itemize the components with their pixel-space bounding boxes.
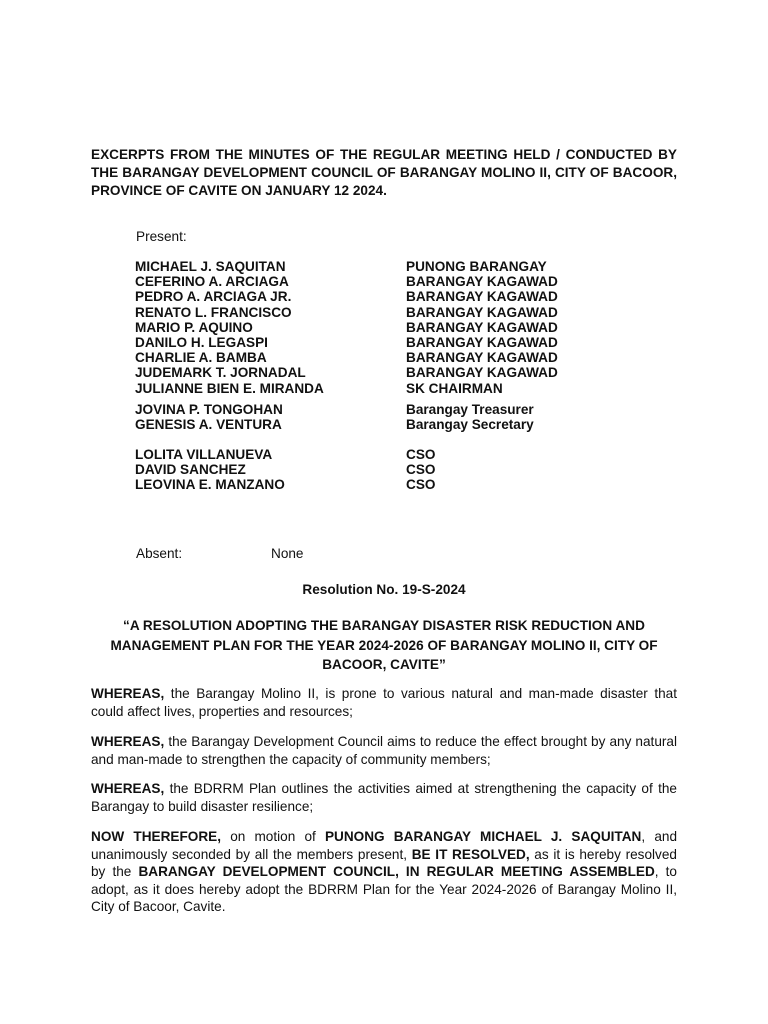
attendee-name: LEOVINA E. MANZANO — [135, 477, 285, 493]
attendee-role: CSO — [406, 447, 436, 463]
attendee-role: BARANGAY KAGAWAD — [406, 319, 558, 335]
attendee-name: CEFERINO A. ARCIAGA — [135, 274, 289, 290]
attendee-role: SK CHAIRMAN — [406, 380, 503, 396]
attendee-row — [135, 320, 635, 335]
now-therefore-lead: NOW THEREFORE, — [91, 829, 222, 844]
resolution-title: “A RESOLUTION ADOPTING THE BARANGAY DISASTER RISK REDUCTION AND MANAGEMENT PLAN FOR THE YEAR 2024-2026 OF BARANGAY MOLINO II, CITY OF BACOOR, CAVITE” — [110, 618, 658, 672]
paragraph-text: on motion of — [221, 829, 325, 844]
attendee-row — [135, 274, 635, 289]
attendee-name: JUDEMARK T. JORNADAL — [135, 365, 306, 381]
attendee-name: GENESIS A. VENTURA — [135, 416, 282, 432]
attendee-name: PEDRO A. ARCIAGA JR. — [135, 289, 292, 305]
attendee-role: BARANGAY KAGAWAD — [406, 334, 558, 350]
attendee-role: BARANGAY KAGAWAD — [406, 304, 558, 320]
attendee-row — [135, 417, 635, 432]
attendees-list — [135, 259, 635, 493]
paragraph-bold-text: BE IT RESOLVED, — [411, 846, 530, 862]
spacer — [135, 432, 635, 447]
attendee-row — [135, 289, 635, 304]
whereas-lead: WHEREAS, — [91, 781, 165, 796]
absent-line — [136, 546, 304, 561]
minutes-heading: EXCERPTS FROM THE MINUTES OF THE REGULAR MEETING HELD / CONDUCTED BY THE BARANGAY DEVELOPMENT COUNCIL OF BARANGAY MOLINO II, CITY OF BACOOR, PROVINCE OF CAVITE ON JANUARY 12 2024. — [91, 147, 677, 198]
attendee-role: PUNONG BARANGAY — [406, 259, 547, 274]
attendee-role: BARANGAY KAGAWAD — [406, 365, 558, 381]
absent-value: None — [271, 546, 304, 561]
whereas-lead: WHEREAS, — [91, 686, 165, 701]
absent-label: Absent: — [136, 546, 183, 561]
whereas-paragraph-2 — [91, 733, 677, 768]
attendee-row — [135, 402, 635, 417]
paragraph-text: , and unanimously seconded by all the members present, — [91, 829, 678, 862]
attendee-row — [135, 305, 635, 320]
resolution-number: Resolution No. 19-S-2024 — [302, 582, 466, 597]
attendee-name: JOVINA P. TONGOHAN — [135, 401, 283, 417]
now-therefore-paragraph — [91, 828, 677, 916]
attendee-row — [135, 447, 635, 462]
attendee-row — [135, 365, 635, 380]
attendee-row — [135, 462, 635, 477]
attendee-name: DANILO H. LEGASPI — [135, 334, 268, 350]
attendee-role: Barangay Treasurer — [406, 401, 534, 417]
attendee-name: JULIANNE BIEN E. MIRANDA — [135, 380, 324, 396]
whereas-paragraph-3 — [91, 780, 677, 815]
attendee-role: BARANGAY KAGAWAD — [406, 274, 558, 290]
attendee-name: LOLITA VILLANUEVA — [135, 447, 273, 463]
present-label: Present: — [136, 229, 187, 244]
attendee-role: CSO — [406, 462, 436, 478]
attendee-row — [135, 381, 635, 396]
attendee-name: MICHAEL J. SAQUITAN — [135, 259, 286, 274]
attendee-name: MARIO P. AQUINO — [135, 319, 253, 335]
attendee-name: RENATO L. FRANCISCO — [135, 304, 292, 320]
attendee-row — [135, 335, 635, 350]
attendee-role: Barangay Secretary — [406, 416, 534, 432]
whereas-lead: WHEREAS, — [91, 734, 165, 749]
whereas-text: the Barangay Molino II, is prone to various natural and man-made disaster that could affect lives, properties and resources; — [91, 686, 677, 719]
attendee-role: BARANGAY KAGAWAD — [406, 350, 558, 366]
whereas-text: the Barangay Development Council aims to reduce the effect brought by any natural and man-made to strengthen the capacity of community members; — [91, 734, 677, 767]
paragraph-bold-text: PUNONG BARANGAY MICHAEL J. SAQUITAN — [324, 829, 642, 844]
attendee-row — [135, 350, 635, 365]
whereas-text: the BDRRM Plan outlines the activities aimed at strengthening the capacity of the Barangay to build disaster resilience; — [91, 781, 677, 814]
paragraph-text: as it is hereby resolved by the — [91, 846, 677, 879]
attendee-role: CSO — [406, 477, 436, 493]
attendee-name: DAVID SANCHEZ — [135, 462, 246, 478]
paragraph-text: , to adopt, as it does hereby adopt the BDRRM Plan for the Year 2024-2026 of Barangay Molino II, City of Bacoor, Cavite. — [91, 864, 677, 914]
attendee-row — [135, 259, 635, 274]
attendee-role: BARANGAY KAGAWAD — [406, 289, 558, 305]
paragraph-bold-text: BARANGAY DEVELOPMENT COUNCIL, IN REGULAR MEETING ASSEMBLED — [138, 864, 655, 879]
attendee-row — [135, 477, 635, 492]
whereas-paragraph-1 — [91, 685, 677, 720]
attendee-name: CHARLIE A. BAMBA — [135, 350, 267, 366]
